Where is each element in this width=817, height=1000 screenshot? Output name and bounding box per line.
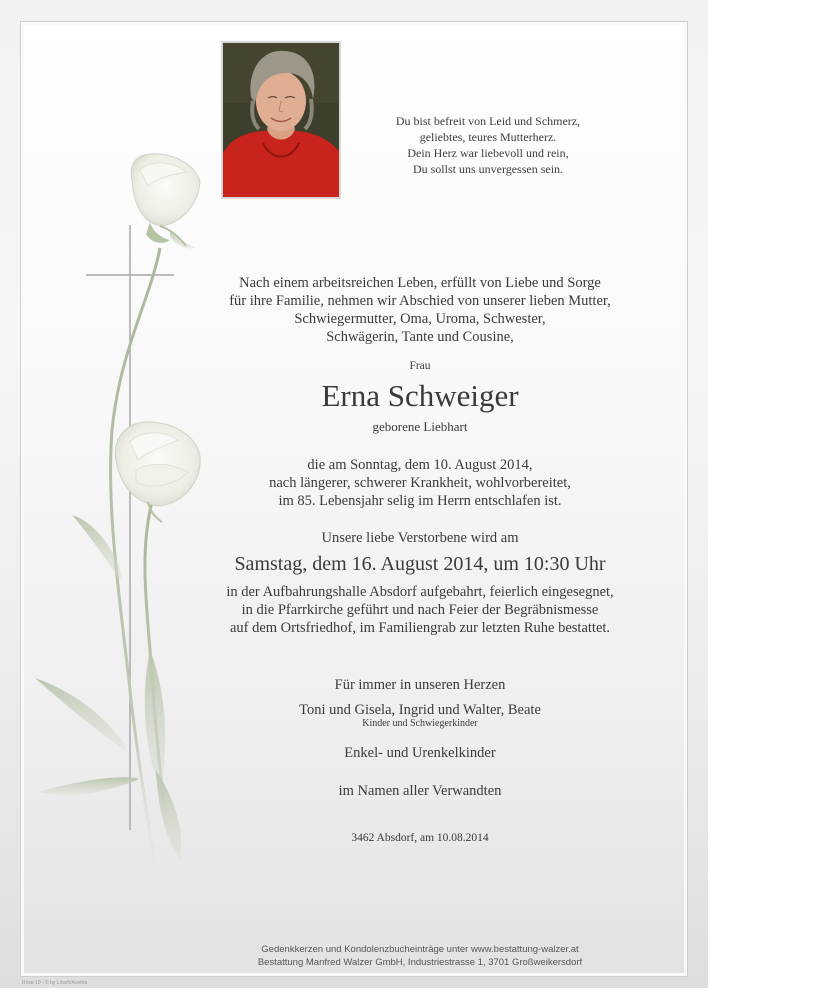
funeral-details (200, 583, 640, 637)
salutation: Frau (409, 360, 431, 372)
funeral-home-footer (200, 943, 640, 969)
children-label: Kinder und Schwiegerkinder (362, 718, 478, 729)
funeral-details-line: in die Pfarrkirche geführt und nach Feier der Begräbnismesse (241, 602, 599, 618)
intro-line: Schwägerin, Tante und Cousine, (326, 329, 514, 345)
footer-line: Gedenkkerzen und Kondolenzbucheinträge unter www.bestattung-walzer.at (261, 944, 579, 955)
poem-line: geliebtes, teures Mutterherz. (419, 130, 557, 144)
rose-cross-illustration (0, 130, 230, 920)
death-notice-line: nach längerer, schwerer Krankheit, wohlvorbereitet, (269, 475, 571, 491)
grandchildren-line: Enkel- und Urenkelkinder (344, 745, 496, 761)
intro-line: für ihre Familie, nehmen wir Abschied von unserer lieben Mutter, (229, 293, 611, 309)
maiden-name: geborene Liebhart (372, 419, 468, 434)
intro-line: Nach einem arbeitsreichen Leben, erfüllt von Liebe und Sorge (239, 275, 601, 291)
funeral-details-line: auf dem Ortsfriedhof, im Familiengrab zur letzten Ruhe bestattet. (229, 620, 611, 636)
death-notice-line: im 85. Lebensjahr selig im Herrn entschlafen ist. (278, 493, 562, 509)
intro-text (200, 274, 640, 346)
death-notice-line: die am Sonntag, dem 10. August 2014, (307, 457, 533, 473)
funeral-date: Samstag, dem 16. August 2014, um 10:30 Uhr (234, 553, 606, 575)
funeral-details-line: in der Aufbahrungshalle Absdorf aufgebahrt, feierlich eingesegnet, (226, 584, 614, 600)
poem-line: Dein Herz war liebevoll und rein, (407, 146, 569, 160)
death-notice (200, 456, 640, 510)
poem (372, 113, 604, 177)
footer-line: Bestattung Manfred Walzer GmbH, Industriestrasse 1, 3701 Großweikersdorf (257, 957, 583, 968)
funeral-intro: Unsere liebe Verstorbene wird am (321, 530, 519, 546)
deceased-name: Erna Schweiger (321, 378, 519, 413)
relatives-line: im Namen aller Verwandten (338, 783, 502, 799)
forever-line: Für immer in unseren Herzen (334, 677, 506, 693)
portrait-photo (221, 41, 341, 199)
poem-line: Du bist befreit von Leid und Schmerz, (395, 114, 581, 128)
poem-line: Du sollst uns unvergessen sein. (412, 162, 564, 176)
intro-line: Schwiegermutter, Oma, Uroma, Schwester, (294, 311, 546, 327)
image-credit: Rose 10 - © by Lösch/Austria (22, 980, 88, 986)
children-names: Toni und Gisela, Ingrid und Walter, Beate (299, 702, 541, 718)
place-date: 3462 Absdorf, am 10.08.2014 (351, 832, 489, 844)
